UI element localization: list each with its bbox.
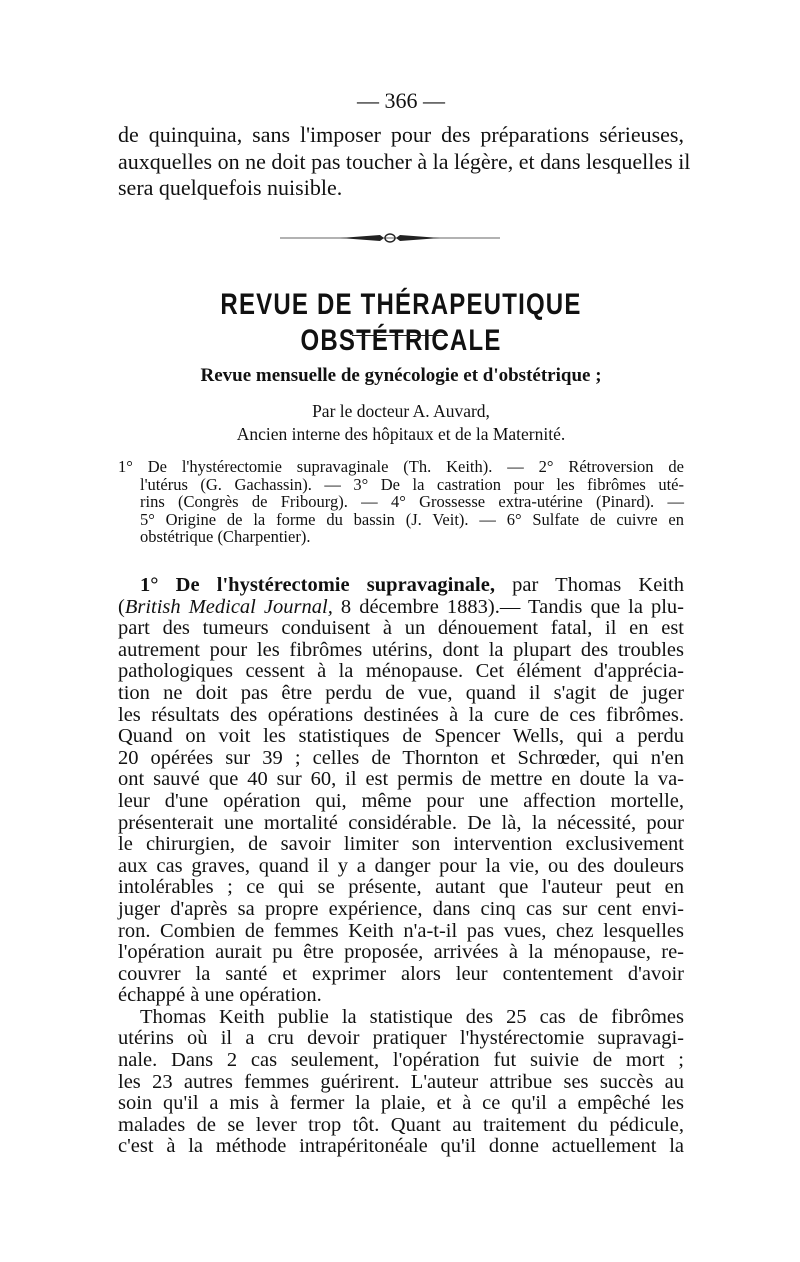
title-rule [352, 335, 448, 336]
body-line: couvrer la santé et exprimer alors leur contentement d'avoir [118, 962, 684, 985]
byline [118, 400, 684, 446]
body-line: Thomas Keith publie la statistique des 25 cas de fibrômes [140, 1005, 684, 1028]
body-line: nale. Dans 2 cas seulement, l'opération fut suivie de mort ; [118, 1049, 684, 1072]
citation-rest: 8 décembre 1883).— Tandis que la plu- [332, 595, 684, 618]
body-line: les résultats des opérations destinées à la cure de ces fibrômes. [118, 703, 684, 726]
toc-line: 5° Origine de la forme du bassin (J. Veit). — 6° Sulfate de cuivre en [140, 509, 684, 529]
body-line: leur d'une opération qui, même pour une affection mortelle, [118, 789, 684, 812]
intro-line: sera quelquefois nuisible. [118, 175, 343, 200]
body-line: utérins où il a cru devoir pratiquer l'hystérectomie supravagi- [118, 1027, 684, 1050]
article-body [118, 575, 684, 1158]
article-heading-line [118, 575, 684, 597]
body-line: les 23 autres femmes guérirent. L'auteur attribue ses succès au [118, 1070, 684, 1093]
body-line: ron. Combien de femmes Keith n'a-t-il pas vues, chez lesquelles [118, 919, 684, 942]
body-line: aux cas graves, quand il y a danger pour la vie, ou des douleurs [118, 854, 684, 877]
subtitle: Revue mensuelle de gynécologie et d'obstétrique ; [200, 365, 602, 386]
ornamental-divider [280, 232, 500, 244]
body-line: échappé à une opération. [118, 984, 322, 1007]
body-line: 20 opérées sur 39 ; celles de Thornton et Schrœder, qui n'en [118, 746, 684, 769]
toc-line: l'utérus (G. Gachassin). — 3° De la castration pour les fibrômes uté- [140, 474, 684, 494]
intro-paragraph [118, 122, 691, 202]
page-number: — 366 — [357, 88, 445, 113]
table-of-contents [118, 458, 684, 546]
body-line: le chirurgien, de savoir limiter son intervention exclusivement [118, 833, 684, 856]
body-line: soin qu'il a mis à fermer la plaie, et à ce qu'il a empêché les [118, 1092, 684, 1115]
body-line: l'opération aurait pu être proposée, arrivées à la ménopause, re- [118, 941, 684, 964]
body-line: Quand on voit les statistiques de Spencer Wells, qui a perdu [118, 725, 684, 748]
toc-line: obstétrique (Charpentier). [140, 527, 311, 547]
body-line: présenterait une mortalité considérable. De là, la nécessité, pour [118, 811, 684, 834]
body-line: tion ne doit pas être perdu de vue, quand il s'agit de juger [118, 681, 684, 704]
journal-section-title: REVUE DE THÉRAPEUTIQUE OBSTÉTRICALE [220, 288, 582, 357]
credential-line: Ancien interne des hôpitaux et de la Maternité. [236, 424, 566, 444]
body-line: c'est à la méthode intrapéritonéale qu'il donne actuellement la [118, 1135, 684, 1158]
body-line: autrement pour les fibrômes utérins, dont la plupart des troubles [118, 638, 684, 661]
article-heading-rest: par Thomas Keith [494, 574, 684, 596]
citation-journal: British Medical Journal, [124, 595, 333, 618]
body-line: ont sauvé que 40 sur 60, il est permis de mettre en doute la va- [118, 768, 684, 791]
toc-line: rins (Congrès de Fribourg). — 4° Grossesse extra-utérine (Pinard). — [140, 492, 684, 512]
citation-open: ( [118, 595, 125, 618]
intro-line: de quinquina, sans l'imposer pour des préparations sérieuses, [118, 122, 684, 147]
body-line: pathologiques cessent à la ménopause. Cet élément d'apprécia- [118, 660, 684, 683]
body-line: juger d'après sa propre expérience, dans cinq cas sur cent envi- [118, 897, 684, 920]
body-line: part des tumeurs conduisent à un dénouement fatal, il en est [118, 617, 684, 640]
article-heading: 1° De l'hystérectomie supravaginale, [140, 574, 495, 596]
citation-line [118, 597, 684, 619]
body-line: intolérables ; ce qui se présente, autant que l'auteur peut en [118, 876, 684, 899]
toc-line: 1° De l'hystérectomie supravaginale (Th. Keith). — 2° Rétroversion de [118, 457, 684, 476]
author-line: Par le docteur A. Auvard, [312, 401, 490, 421]
body-line: malades de se lever trop tôt. Quant au traitement du pédicule, [118, 1113, 684, 1136]
intro-line: auxquelles on ne doit pas toucher à la légère, et dans lesquelles il [118, 148, 691, 174]
